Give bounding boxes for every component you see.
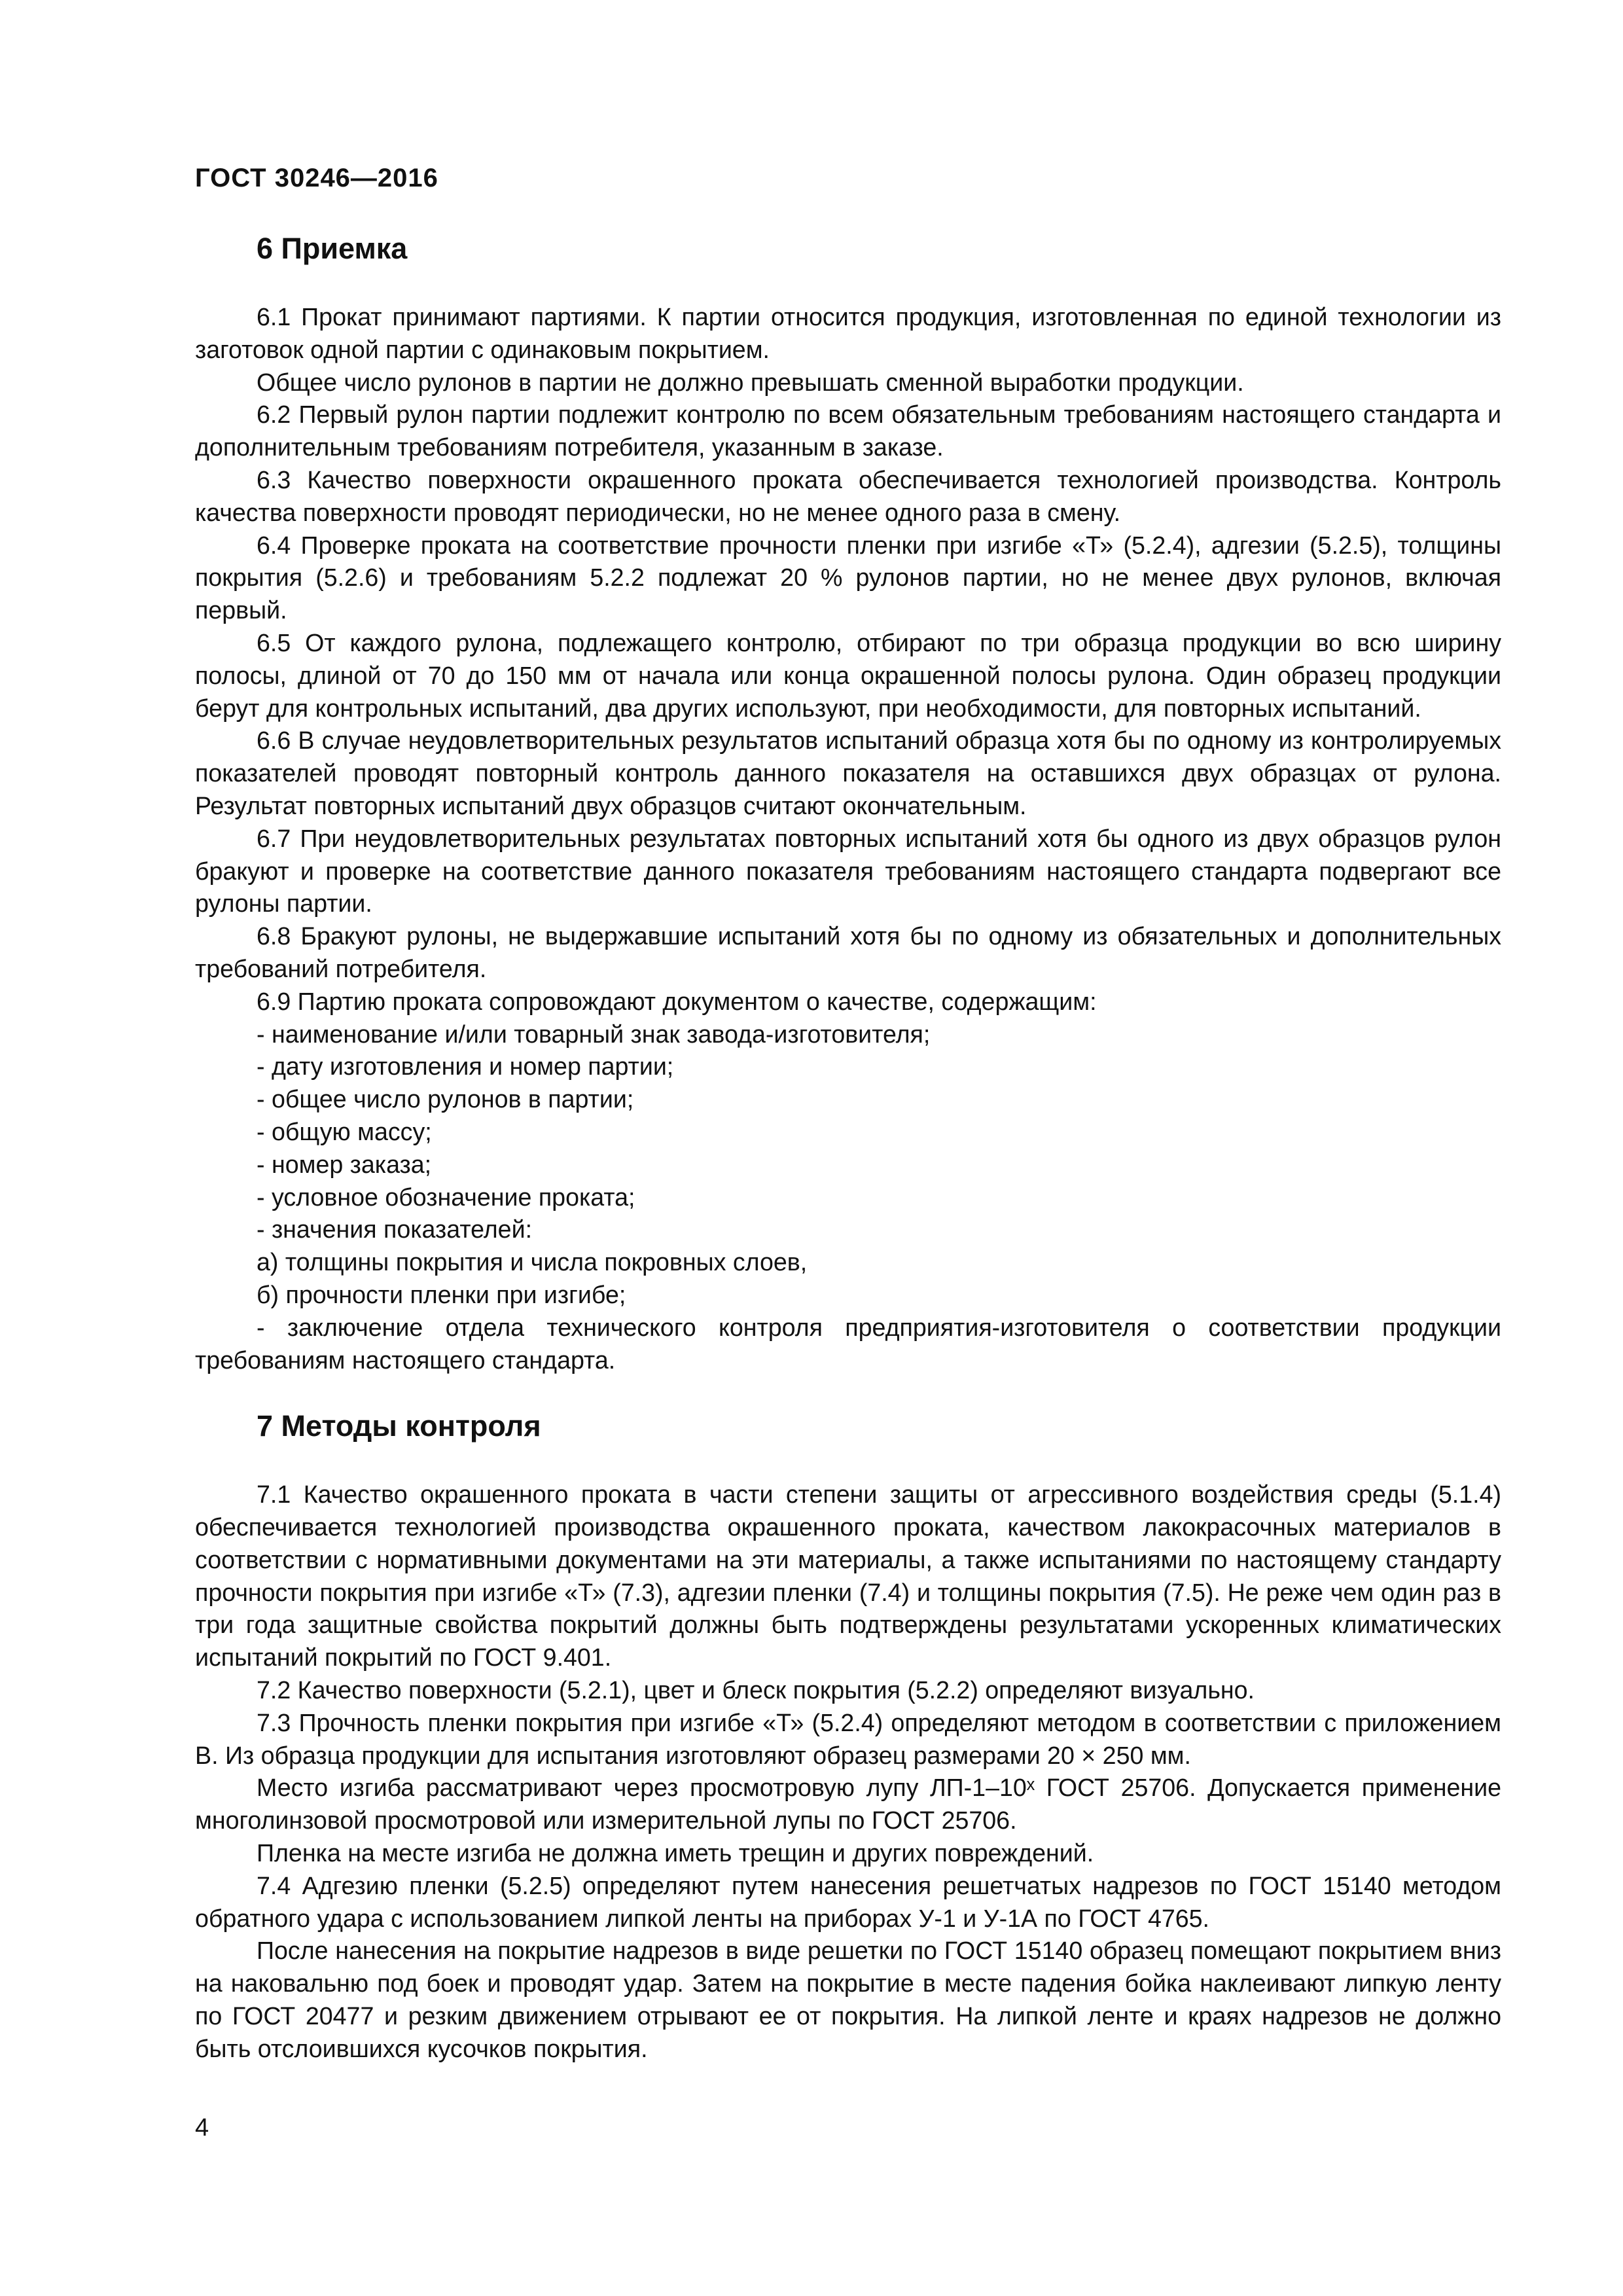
- paragraph-6-8: 6.8 Бракуют рулоны, не выдержавшие испытаний хотя бы по одному из обязательных и дополнительных требований потребителя.: [195, 922, 1501, 982]
- list-item: - общее число рулонов в партии;: [257, 1085, 634, 1113]
- paragraph-7-3: 7.3 Прочность пленки покрытия при изгибе «Т» (5.2.4) определяют методом в соответствии с приложением В. Из образца продукции для испытания изготовляют образец размерами 20 × 250 мм.: [195, 1708, 1501, 1769]
- paragraph-6-2: 6.2 Первый рулон партии подлежит контролю по всем обязательным требованиям настоящего стандарта и дополнительным требованиям потребителя, указанным в заказе.: [195, 401, 1501, 461]
- paragraph-7-2: 7.2 Качество поверхности (5.2.1), цвет и блеск покрытия (5.2.2) определяют визуально.: [257, 1676, 1255, 1704]
- list-item: - общую массу;: [257, 1117, 432, 1145]
- section-6-heading: 6 Приемка: [257, 232, 408, 265]
- paragraph-6-9: 6.9 Партию проката сопровождают документом о качестве, содержащим:: [257, 987, 1097, 1015]
- list-item-closing: - заключение отдела технического контроля предприятия-изготовителя о соответствии продукции требованиям настоящего стандарта.: [195, 1313, 1501, 1374]
- list-item: - значения показателей:: [257, 1215, 533, 1244]
- page-number: 4: [195, 2114, 209, 2142]
- paragraph-6-7: 6.7 При неудовлетворительных результатах повторных испытаний хотя бы одного из двух образцов рулон бракуют и проверке на соответствие данного показателя требованиям настоящего стандарта подвергают все рулоны партии.: [195, 824, 1501, 918]
- section-7-heading: 7 Методы контроля: [257, 1409, 541, 1443]
- paragraph-6-3: 6.3 Качество поверхности окрашенного проката обеспечивается технологией производства. Контроль качества поверхности проводят периодически, но не менее одного раза в смену.: [195, 465, 1501, 526]
- paragraph-7-3-magnifier: Место изгиба рассматривают через просмотровую лупу ЛП-1–10ˣ ГОСТ 25706. Допускается применение многолинзовой просмотровой или измерительной лупы по ГОСТ 25706.: [195, 1774, 1501, 1835]
- document-body: [195, 230, 1501, 2066]
- list-item: - номер заказа;: [257, 1150, 432, 1178]
- list-item: б) прочности пленки при изгибе;: [257, 1280, 626, 1308]
- document-header: ГОСТ 30246—2016: [195, 164, 438, 192]
- paragraph-6-6: 6.6 В случае неудовлетворительных результатов испытаний образца хотя бы по одному из контролируемых показателей проводят повторный контроль данного показателя на оставшихся двух образцах от рулона. Результат повторных испытаний двух образцов считают окончательным.: [195, 726, 1501, 819]
- paragraph-7-3-result: Пленка на месте изгиба не должна иметь трещин и других повреждений.: [257, 1839, 1094, 1867]
- list-item: а) толщины покрытия и числа покровных слоев,: [257, 1248, 808, 1276]
- list-item: - условное обозначение проката;: [257, 1183, 635, 1211]
- paragraph-6-1-note: Общее число рулонов в партии не должно превышать сменной выработки продукции.: [257, 368, 1244, 396]
- paragraph-7-4: 7.4 Адгезию пленки (5.2.5) определяют путем нанесения решетчатых надрезов по ГОСТ 15140 методом обратного удара с использованием липкой ленты на приборах У-1 и У-1А по ГОСТ 4765.: [195, 1871, 1501, 1932]
- paragraph-7-4-procedure: После нанесения на покрытие надрезов в виде решетки по ГОСТ 15140 образец помещают покрытием вниз на наковальню под боек и проводят удар. Затем на покрытие в месте падения бойка наклеивают липкую ленту по ГОСТ 20477 и резким движением отрывают ее от покрытия. На липкой ленте и краях надрезов не должно быть отслоившихся кусочков покрытия.: [195, 1937, 1501, 2062]
- paragraph-6-4: 6.4 Проверке проката на соответствие прочности пленки при изгибе «Т» (5.2.4), адгезии (5.2.5), толщины покрытия (5.2.6) и требованиям 5.2.2 подлежат 20 % рулонов партии, но не менее двух рулонов, включая первый.: [195, 531, 1501, 624]
- paragraph-6-1: 6.1 Прокат принимают партиями. К партии относится продукция, изготовленная по единой технологии из заготовок одной партии с одинаковым покрытием.: [195, 303, 1501, 363]
- paragraph-7-1: 7.1 Качество окрашенного проката в части степени защиты от агрессивного воздействия среды (5.1.4) обеспечивается технологией производства окрашенного проката, качеством лакокрасочных материалов в соответствии с нормативными документами на эти материалы, а также испытаниями по настоящему стандарту прочности покрытия при изгибе «Т» (7.3), адгезии пленки (7.4) и толщины покрытия (7.5). Не реже чем один раз в три года защитные свойства покрытий должны быть подтверждены результатами ускоренных климатических испытаний покрытий по ГОСТ 9.401.: [195, 1480, 1501, 1672]
- list-item: - дату изготовления и номер партии;: [257, 1052, 674, 1081]
- paragraph-6-5: 6.5 От каждого рулона, подлежащего контролю, отбирают по три образца продукции во всю ширину полосы, длиной от 70 до 150 мм от начала или конца окрашенной полосы рулона. Один образец продукции берут для контрольных испытаний, два других используют, при необходимости, для повторных испытаний.: [195, 628, 1501, 722]
- list-item: - наименование и/или товарный знак завода-изготовителя;: [257, 1020, 931, 1048]
